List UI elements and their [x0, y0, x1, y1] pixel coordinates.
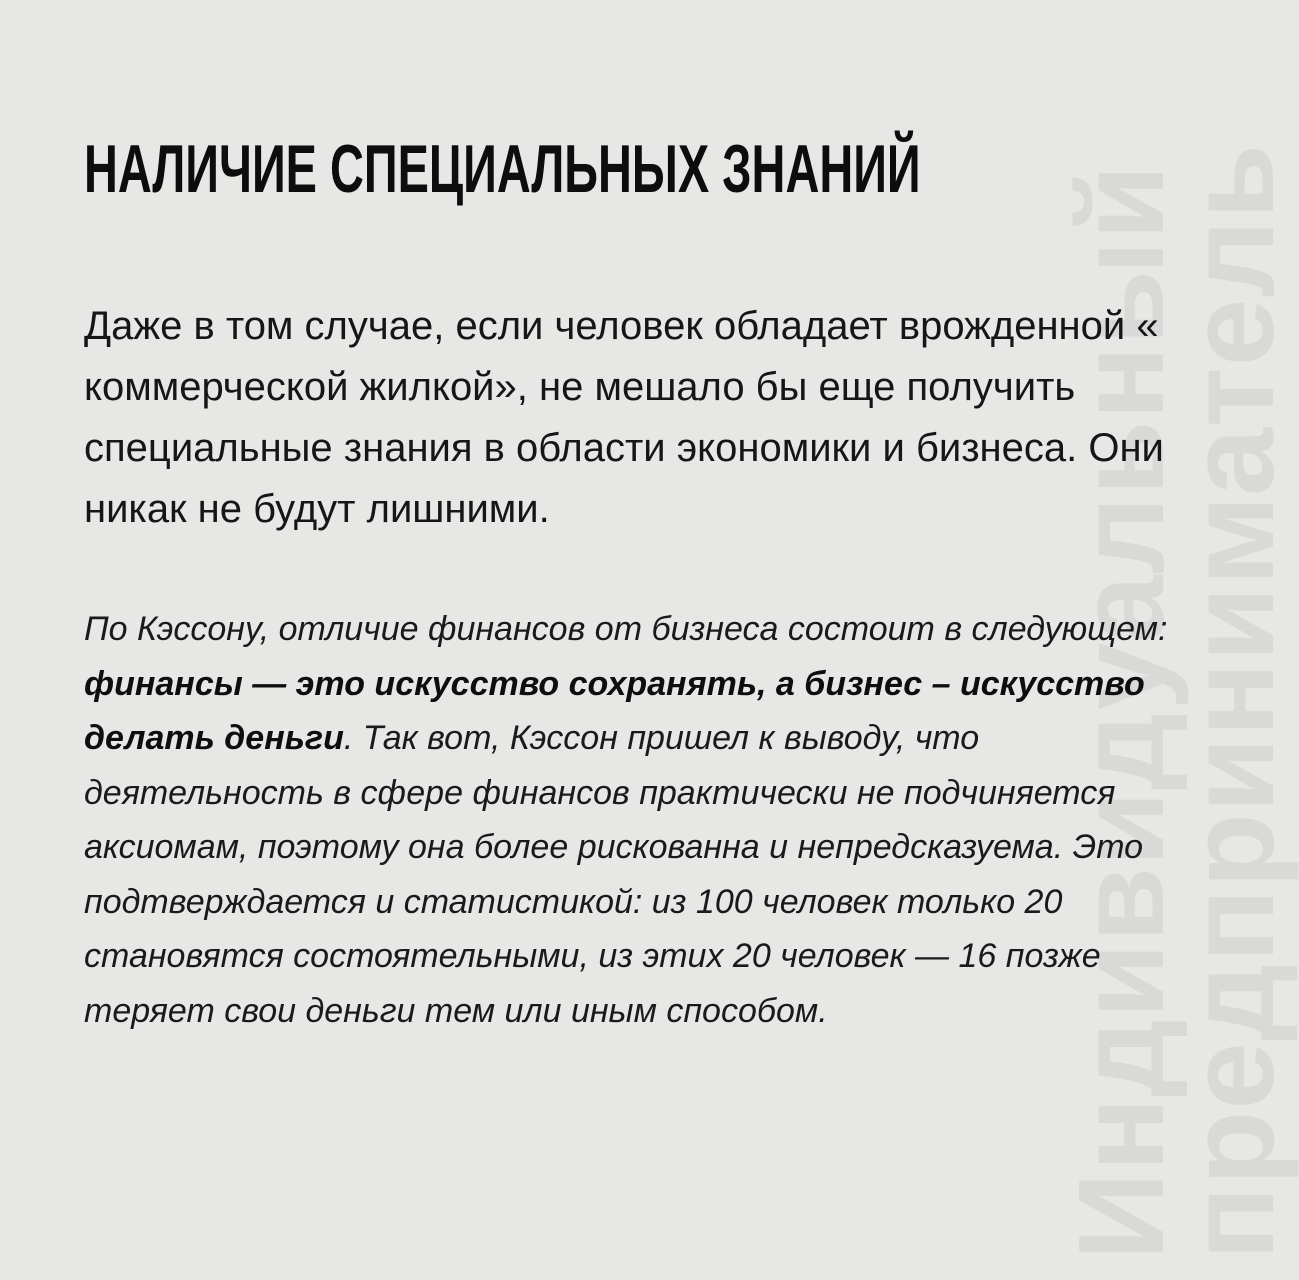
intro-paragraph: Даже в том случае, если человек обладает врожденной « коммерческой жилкой», не мешало бы еще получить специальные знания в области экономики и бизнеса. Они никак не будут лишними. — [84, 304, 1164, 531]
watermark-line-2: предприниматель — [1163, 143, 1299, 1260]
quote-rest: . Так вот, Кэссон пришел к выводу, что деятельность в сфере финансов практически не подчиняется аксиомам, поэтому она более рискованна и непредсказуема. Это подтверждается и статистикой: из 100 человек только 20 становятся состоятельными, из этих 20 человек — 16 позже теряет свои деньги тем или иным способом. — [84, 719, 1144, 1030]
quote-paragraph — [84, 602, 1224, 1038]
quote-lead: По Кэссону, отличие финансов от бизнеса состоит в следующем: — [84, 610, 1168, 648]
watermark-line-1: Индивидуальный — [1053, 163, 1189, 1260]
quote-bold: финансы — это искусство сохранять, а бизнес – искусство делать деньги — [84, 664, 1145, 757]
page-title: НАЛИЧИЕ СПЕЦИАЛЬНЫХ ЗНАНИЙ — [84, 131, 921, 207]
